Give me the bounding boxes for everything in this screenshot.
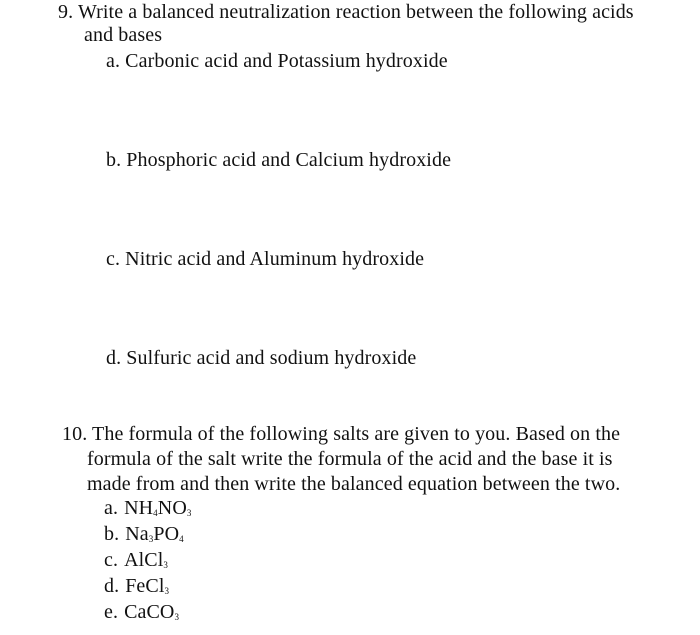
formula-part: Na [125, 523, 149, 545]
formula-subscript: 3 [186, 508, 192, 518]
question-9-text-line-2: and bases [84, 24, 163, 46]
formula-part: NH [124, 497, 154, 519]
salt-item-e [104, 599, 179, 630]
formula-subscript: 3 [164, 586, 170, 596]
question-9-option-d: d. Sulfuric acid and sodium hydroxide [106, 347, 417, 369]
formula-part: NO [157, 497, 187, 519]
formula-part: CaCO [124, 601, 175, 623]
formula-subscript: 3 [148, 534, 154, 544]
formula-subscript: 4 [179, 534, 184, 544]
question-10-text-line-3: made from and then write the balanced equation between the two. [87, 473, 621, 495]
question-9-option-b: b. Phosphoric acid and Calcium hydroxide [106, 149, 452, 171]
formula-part: PO [153, 523, 180, 545]
salt-item-label: e. [104, 601, 119, 623]
salt-item-label: b. [104, 523, 120, 545]
formula-subscript: 4 [153, 508, 158, 518]
formula-subscript: 3 [163, 560, 168, 570]
salt-item-label: c. [104, 549, 119, 571]
formula-subscript: 3 [174, 612, 180, 622]
question-10-text-line-1: 10. The formula of the following salts are given to you. Based on the [62, 423, 621, 445]
question-10-text-line-2: formula of the salt write the formula of the acid and the base it is [87, 448, 613, 470]
salt-item-label: a. [104, 497, 119, 519]
formula-part: FeCl [125, 575, 165, 597]
salt-item-label: d. [104, 575, 120, 597]
question-9-text-line-1: 9. Write a balanced neutralization reaction between the following acids [58, 1, 634, 23]
question-9-option-a: a. Carbonic acid and Potassium hydroxide [106, 50, 448, 72]
question-9-option-c: c. Nitric acid and Aluminum hydroxide [106, 248, 425, 270]
formula-part: AlCl [124, 549, 164, 571]
